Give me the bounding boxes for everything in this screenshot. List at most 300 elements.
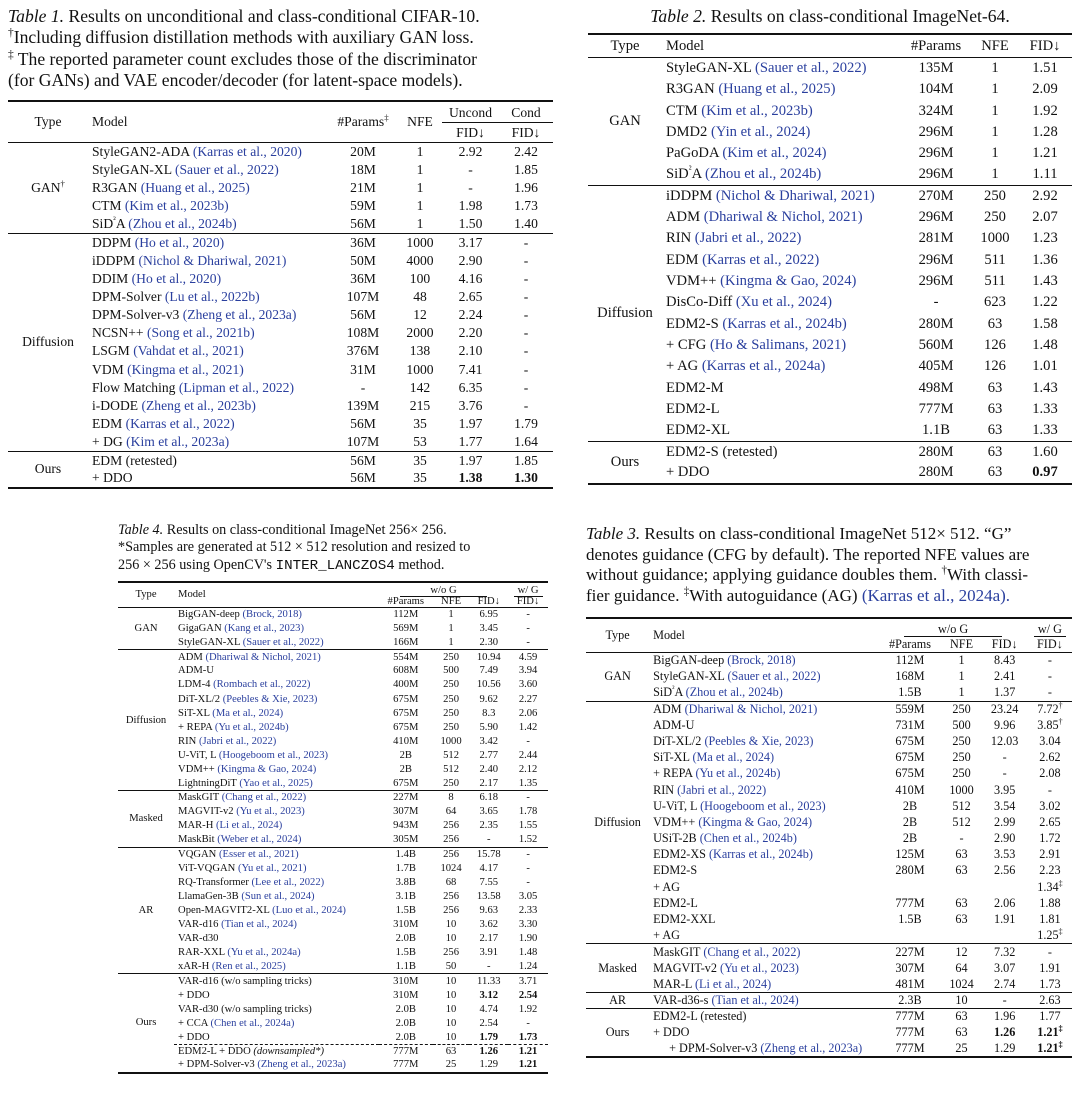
table-row <box>118 636 548 650</box>
table-row <box>586 685 1072 701</box>
fid-value: 2.56 <box>993 863 1016 878</box>
model-name <box>174 720 379 734</box>
citation-link[interactable]: (Song et al., 2021b) <box>147 325 255 341</box>
table-row <box>118 932 548 946</box>
citation-link[interactable]: (Yu et al., 2023) <box>236 806 305 818</box>
params-value: - <box>933 294 939 311</box>
params-value: 2.0B <box>395 1017 416 1029</box>
nfe-value <box>942 879 982 895</box>
model-label: + DDO <box>666 464 710 481</box>
nfe-value: 35 <box>398 470 442 488</box>
params-value: 410M <box>895 782 925 797</box>
citation-link[interactable]: (Zheng et al., 2023a) <box>257 1059 346 1071</box>
nfe-value: 1000 <box>440 735 462 747</box>
fid-value: 1.97 <box>458 416 483 432</box>
params-value: 112M <box>878 652 941 668</box>
citation-link[interactable]: (Karras et al., 2024b) <box>722 315 847 332</box>
citation-link[interactable]: (Rombach et al., 2022) <box>213 679 311 691</box>
fid-value: 2.12 <box>518 764 538 776</box>
caption-line: Results on class-conditional ImageNet 512× 512. “G” <box>644 524 1012 543</box>
citation-link[interactable]: (Weber et al., 2024) <box>217 834 302 846</box>
citation-link[interactable]: (Jabri et al., 2022) <box>198 735 277 747</box>
citation-link[interactable]: (Karras et al., 2022) <box>125 416 235 432</box>
model-name <box>174 777 379 791</box>
fid-value: 1.29 <box>982 1041 1028 1057</box>
fid-value: - <box>1047 685 1052 700</box>
table-row <box>8 433 553 451</box>
citation-link[interactable]: (Sauer et al., 2022) <box>755 60 867 77</box>
fid-value: 2.09 <box>1032 81 1058 98</box>
model-name <box>174 791 379 805</box>
fid-value: 3.91 <box>479 947 499 959</box>
fid-value: 1.38 <box>442 470 499 488</box>
params-value: 305M <box>393 834 419 846</box>
citation-link[interactable]: (Peebles & Xie, 2023) <box>704 733 814 748</box>
table-row <box>586 701 1072 717</box>
citation-link[interactable]: (Li et al., 2024) <box>216 820 283 832</box>
citation-link[interactable]: (Kingma & Gao, 2024) <box>720 273 857 290</box>
citation-link[interactable]: (Kingma & Gao, 2024) <box>217 764 317 776</box>
header-without-guidance: w/o G <box>878 618 1027 637</box>
fid-value: 6.95 <box>469 607 508 621</box>
table-row <box>586 831 1072 847</box>
model-label: LDM-4 <box>178 679 211 691</box>
params-value: 310M <box>393 989 419 1001</box>
citation-link[interactable]: (Nichol & Dhariwal, 2021) <box>715 188 875 205</box>
nfe-value: 511 <box>984 251 1006 268</box>
model-note: (downsampled*) <box>253 1046 324 1058</box>
params-value: 481M <box>895 976 925 991</box>
table-row <box>118 664 548 678</box>
model-name <box>649 831 878 847</box>
nfe-value: 250 <box>952 750 971 765</box>
table-row <box>586 879 1072 895</box>
params-value: 108M <box>346 325 380 341</box>
fid-value: 1.25‡ <box>1037 926 1063 942</box>
header-nfe: NFE <box>981 37 1009 54</box>
citation-link[interactable]: (Ho et al., 2020) <box>134 234 225 250</box>
table-row <box>118 1030 548 1044</box>
params-value: 125M <box>895 847 925 862</box>
nfe-value: 10 <box>445 933 457 945</box>
model-name <box>174 889 379 903</box>
nfe-value: 10 <box>445 1031 457 1043</box>
citation-link[interactable]: (Dhariwal & Nichol, 2021) <box>205 651 321 663</box>
fid-value: 1.98 <box>458 197 483 213</box>
nfe-value: 63 <box>987 379 1003 396</box>
model-name <box>662 250 900 271</box>
nfe-value: 1 <box>991 123 999 140</box>
citation-link[interactable]: (Dhariwal & Nichol, 2021) <box>684 701 818 716</box>
model-name <box>88 397 328 415</box>
model-label: MAGVIT-v2 <box>178 806 234 818</box>
citation-link[interactable]: (Yu et al., 2021) <box>237 862 307 874</box>
citation-link[interactable]: (Ho et al., 2020) <box>131 270 222 286</box>
citation-link[interactable]: (Yao et al., 2025) <box>239 777 313 789</box>
citation-link[interactable]: (Yu et al., 2024a) <box>227 947 301 959</box>
citation-link[interactable]: (Hoogeboom et al., 2023) <box>700 798 826 813</box>
model-name <box>649 944 878 960</box>
table-row <box>118 1044 548 1058</box>
params-value: 1.1B <box>922 421 950 438</box>
nfe-value: 256 <box>443 890 459 902</box>
model-label: iDDPM <box>666 188 713 205</box>
table-row <box>118 974 548 988</box>
citation-link[interactable]: (Kim et al., 2024) <box>722 145 827 162</box>
nfe-value: 12 <box>942 944 982 960</box>
fid-value: 2.17 <box>479 777 499 789</box>
citation-link[interactable]: (Chang et al., 2022) <box>703 944 801 959</box>
table-row <box>118 889 548 903</box>
caption-line: denotes guidance (CFG by default). The reported NFE values are <box>586 544 1030 564</box>
citation-link[interactable]: (Zhou et al., 2024b) <box>128 215 237 231</box>
nfe-value: 250 <box>952 733 971 748</box>
header-fid: FID↓ <box>477 595 500 607</box>
nfe-value: 1 <box>972 58 1018 79</box>
params-value: 227M <box>878 944 941 960</box>
citation-link[interactable]: (Huang et al., 2025) <box>140 179 250 195</box>
fid-value: 1.37 <box>993 685 1016 700</box>
citation-link[interactable]: (Jabri et al., 2022) <box>677 782 767 797</box>
citation-link[interactable]: (Li et al., 2024) <box>694 976 772 991</box>
model-name <box>174 1058 379 1072</box>
model-label: CTM <box>666 102 698 119</box>
table-row <box>8 361 553 379</box>
nfe-value: 512 <box>443 764 459 776</box>
model-name <box>174 988 379 1002</box>
citation-link[interactable]: (Chang et al., 2022) <box>221 792 307 804</box>
fid-value: 1.85 <box>514 161 538 177</box>
citation-link[interactable]: (Peebles & Xie, 2023) <box>222 693 318 705</box>
model-label: ADM <box>666 209 701 226</box>
nfe-value: 2000 <box>406 325 434 341</box>
fid-value: 1.92 <box>518 1003 538 1015</box>
params-value: 56M <box>328 470 398 488</box>
params-value: 307M <box>895 960 925 975</box>
fid-value: 3.71 <box>508 974 548 988</box>
citation-link[interactable]: (Sauer et al., 2022) <box>727 669 821 684</box>
citation-link[interactable]: (Zhou et al., 2024b) <box>685 685 783 700</box>
citation-link[interactable]: (Zheng et al., 2023a) <box>182 307 297 323</box>
citation-link[interactable]: (Lee et al., 2022) <box>251 876 325 888</box>
model-name <box>662 58 900 79</box>
citation-link[interactable]: (Sauer et al., 2022) <box>242 636 324 648</box>
model-label: + DDO <box>178 989 210 1001</box>
citation-link[interactable]: (Esser et al., 2021) <box>218 848 299 860</box>
citation-link[interactable]: (Chen et al., 2024a) <box>210 1017 295 1029</box>
model-label: Open-MAGVIT2-XL <box>178 904 270 916</box>
fid-value: 2.54 <box>518 989 538 1001</box>
params-value: 3.8B <box>395 876 416 888</box>
nfe-value: 256 <box>443 904 459 916</box>
citation-link[interactable]: (Luo et al., 2024) <box>272 904 346 916</box>
fid-value: - <box>508 791 548 805</box>
citation-link[interactable]: (Kim et al., 2023b) <box>701 102 813 119</box>
fid-value: 3.60 <box>518 679 538 691</box>
caption-line: ‡ The reported parameter count excludes those of the discriminator <box>8 48 478 69</box>
fid-value: 1.92 <box>1032 102 1058 119</box>
citation-link[interactable]: (Dhariwal & Nichol, 2021) <box>703 209 863 226</box>
header-without-guidance: w/o G <box>379 582 508 596</box>
fid-value: 1.50 <box>458 215 483 231</box>
citation-link[interactable]: (Karras et al., 2022) <box>702 251 820 268</box>
citation-link[interactable]: (Nichol & Dhariwal, 2021) <box>138 252 287 268</box>
model-name <box>649 895 878 911</box>
model-name <box>174 622 379 636</box>
caption-line: †Including diffusion distillation methods with auxiliary GAN loss. <box>8 27 474 48</box>
citation-link[interactable]: (Brock, 2018) <box>242 609 302 621</box>
nfe-value: 1 <box>991 166 999 183</box>
header-model: Model <box>178 589 206 601</box>
model-label: NCSN++ <box>92 325 144 341</box>
fid-value: 1.52 <box>518 834 538 846</box>
header-cond: Cond <box>511 105 541 121</box>
model-label: EDM2-L <box>666 400 720 417</box>
fid-value: 1.96 <box>514 179 538 195</box>
nfe-value: 1 <box>416 215 424 231</box>
fid-value: 7.72† <box>1028 701 1072 717</box>
model-label: MAGVIT-v2 <box>653 960 717 975</box>
row-type-label: GAN† <box>8 142 88 233</box>
model-label: + AG <box>666 358 699 375</box>
fid-value: 1.40 <box>514 215 538 231</box>
fid-value: 3.07 <box>993 960 1016 975</box>
citation-link[interactable]: (Ren et al., 2025) <box>211 961 286 973</box>
model-name <box>88 324 328 342</box>
fid-value: 2.90 <box>458 252 483 268</box>
nfe-value: - <box>959 831 964 846</box>
table-row <box>118 946 548 960</box>
model-name <box>174 819 379 833</box>
table-row <box>588 441 1072 462</box>
model-label: MaskGIT <box>653 944 701 959</box>
model-name <box>174 946 379 960</box>
citation-link[interactable]: (Sun et al., 2024) <box>241 890 315 902</box>
fid-value: 3.65 <box>479 806 499 818</box>
citation-link[interactable]: (Chen et al., 2024b) <box>699 831 797 846</box>
citation-link[interactable]: (Yin et al., 2024) <box>711 123 811 140</box>
fid-value: 2.42 <box>499 142 553 160</box>
params-value: 296M <box>918 273 954 290</box>
model-name <box>649 798 878 814</box>
citation-link[interactable]: (Jabri et al., 2022) <box>694 230 802 247</box>
params-value: 104M <box>918 81 954 98</box>
model-label: + AG <box>653 927 680 942</box>
nfe-value: 250 <box>952 766 971 781</box>
nfe-value: 1 <box>398 142 442 160</box>
citation-link[interactable]: (Zheng et al., 2023b) <box>141 398 256 414</box>
table-row <box>8 215 553 233</box>
nfe-value: 50 <box>445 961 457 973</box>
fid-value: 1.23 <box>1032 230 1058 247</box>
model-name <box>662 420 900 441</box>
row-type-label: Diffusion <box>8 233 88 451</box>
table-row <box>8 270 553 288</box>
table-3-caption <box>586 524 1072 607</box>
citation-link[interactable]: (Ho & Salimans, 2021) <box>709 336 847 353</box>
nfe-value: 1000 <box>949 782 974 797</box>
model-label: USiT-2B <box>653 831 697 846</box>
model-label: EDM2-L (retested) <box>653 1009 747 1024</box>
table-row <box>586 766 1072 782</box>
model-label: R3GAN <box>666 81 715 98</box>
fid-value: - <box>523 379 529 395</box>
table-1-caption <box>8 6 553 92</box>
fid-value: 2.23 <box>1039 863 1061 878</box>
fid-value: 23.24 <box>982 701 1028 717</box>
table-row <box>8 415 553 433</box>
fid-value <box>982 928 1028 944</box>
citation-link[interactable]: (Kim et al., 2023a) <box>126 434 230 450</box>
citation-link[interactable]: (Kim et al., 2023b) <box>124 197 229 213</box>
citation-link[interactable]: (Tian et al., 2024) <box>221 919 297 931</box>
nfe-value: 10 <box>445 919 457 931</box>
table-row <box>8 161 553 179</box>
nfe-value: 1 <box>942 652 982 668</box>
model-label: BigGAN-deep <box>178 609 240 621</box>
fid-value: 3.30 <box>518 919 538 931</box>
model-name <box>174 636 379 650</box>
params-value: 18M <box>350 161 376 177</box>
header-type: Type <box>610 37 640 54</box>
model-label: ADM <box>653 701 682 716</box>
table-row <box>118 1016 548 1030</box>
table-row <box>586 1009 1072 1025</box>
fid-value: 2.77 <box>479 749 499 761</box>
table-row <box>118 706 548 720</box>
nfe-value: 500 <box>952 717 971 732</box>
params-value <box>878 879 941 895</box>
model-label: RQ-Transformer <box>178 876 249 888</box>
model-label: EDM2-S (retested) <box>666 443 778 460</box>
citation-link[interactable]: (Yu et al., 2024b) <box>695 766 781 781</box>
citation-link[interactable]: (Yu et al., 2023) <box>720 960 799 975</box>
fid-value: 1.77 <box>458 434 483 450</box>
nfe-value: 63 <box>955 1025 968 1040</box>
table-row <box>118 762 548 776</box>
nfe-value: 63 <box>955 847 968 862</box>
model-name <box>88 161 328 179</box>
fid-value: 1.85 <box>499 452 553 470</box>
row-type-label: Ours <box>8 452 88 488</box>
nfe-value: 500 <box>443 665 459 677</box>
nfe-value: 64 <box>445 806 457 818</box>
fid-value: 3.85† <box>1037 716 1063 732</box>
params-value: 2B <box>902 831 918 846</box>
model-label: SiT-XL <box>653 750 690 765</box>
model-name <box>649 992 878 1008</box>
citation-link[interactable]: (Kingma & Gao, 2024) <box>698 814 813 829</box>
table-row <box>118 805 548 819</box>
model-label: + DDO <box>92 470 133 486</box>
model-label: + DPM-Solver-v3 <box>669 1041 758 1056</box>
table-4-label: Table 4. <box>118 522 164 538</box>
table-row <box>118 960 548 974</box>
table-row <box>118 720 548 734</box>
fid-value: 7.32 <box>982 944 1028 960</box>
nfe-value: 250 <box>443 679 459 691</box>
fid-value: 2.62 <box>1039 750 1061 765</box>
nfe-value: 215 <box>409 398 431 414</box>
params-value <box>878 928 941 944</box>
citation-link[interactable]: (Ma et al., 2024) <box>212 707 284 719</box>
params-value: 498M <box>918 379 954 396</box>
fid-value: 9.62 <box>479 693 499 705</box>
table-3-label: Table 3. <box>586 524 641 543</box>
citation-link[interactable]: (Kang et al., 2023) <box>224 623 304 635</box>
citation-link[interactable]: (Tian et al., 2024) <box>711 992 799 1007</box>
table-row <box>8 197 553 215</box>
fid-value: 2.06 <box>993 895 1016 910</box>
table-row <box>586 733 1072 749</box>
table-row <box>588 186 1072 207</box>
citation-link[interactable]: (Ma et al., 2024) <box>692 750 775 765</box>
citation-link[interactable]: (Zhou et al., 2024b) <box>704 166 822 183</box>
row-type-label: Ours <box>588 441 662 484</box>
model-name <box>174 1030 379 1044</box>
fid-value: 1.78 <box>518 806 538 818</box>
citation-link[interactable]: (Vahdat et al., 2021) <box>133 343 244 359</box>
citation-link[interactable]: (Huang et al., 2025) <box>718 81 836 98</box>
fid-value: 1.72 <box>1039 831 1061 846</box>
citation-link[interactable]: (Karras et al., 2024b) <box>708 847 813 862</box>
citation-link[interactable]: (Brock, 2018) <box>727 653 796 668</box>
citation-link[interactable]: (Zheng et al., 2023a) <box>760 1041 863 1056</box>
model-label: + CCA <box>178 1017 208 1029</box>
model-name <box>662 207 900 228</box>
params-value: 166M <box>393 636 419 648</box>
citation-link[interactable]: (Kingma et al., 2021) <box>127 361 244 377</box>
citation-link[interactable]: (Karras et al., 2020) <box>192 143 302 159</box>
nfe-value: 1024 <box>440 862 462 874</box>
model-label: SiD$^{^2}$A <box>92 214 125 231</box>
citation-link[interactable]: (Yu et al., 2024b) <box>214 721 289 733</box>
fid-value: 2.44 <box>518 749 538 761</box>
fid-value: - <box>508 847 548 861</box>
table-row <box>586 911 1072 927</box>
fid-value: - <box>523 325 529 341</box>
model-label: DDPM <box>92 234 132 250</box>
model-name <box>649 669 878 685</box>
citation-link[interactable]: (Karras et al., 2024a) <box>701 358 826 375</box>
caption-line: Results on class-conditional ImageNet 256× 256. <box>166 522 447 538</box>
model-name <box>174 960 379 974</box>
model-name <box>174 1044 379 1058</box>
model-name <box>662 164 900 185</box>
fid-value: 3.94 <box>518 665 538 677</box>
citation-link[interactable]: (Sauer et al., 2022) <box>174 161 279 177</box>
citation-link[interactable]: (Lipman et al., 2022) <box>178 379 294 395</box>
fid-value: 3.62 <box>479 919 499 931</box>
fid-value: 4.74 <box>479 1003 499 1015</box>
fid-value: 1.96 <box>982 1009 1028 1025</box>
model-label: EDM2-L + DDO <box>178 1046 251 1058</box>
model-label: + REPA <box>178 721 213 733</box>
params-value: 56M <box>328 452 398 470</box>
params-value: 569M <box>393 623 419 635</box>
fid-value: 4.59 <box>508 650 548 664</box>
params-value: 1.1B <box>395 961 416 973</box>
citation-link[interactable]: (Hoogeboom et al., 2023) <box>218 749 329 761</box>
fid-value: 2.27 <box>518 693 538 705</box>
citation-link[interactable]: (Xu et al., 2024) <box>735 294 832 311</box>
fid-value: 13.58 <box>476 890 501 902</box>
fid-value: 1.58 <box>1032 315 1058 332</box>
nfe-value: 1 <box>416 179 424 195</box>
nfe-value: 250 <box>443 707 459 719</box>
nfe-value: 12 <box>413 307 427 323</box>
citation-link[interactable]: (Lu et al., 2022b) <box>164 288 260 304</box>
